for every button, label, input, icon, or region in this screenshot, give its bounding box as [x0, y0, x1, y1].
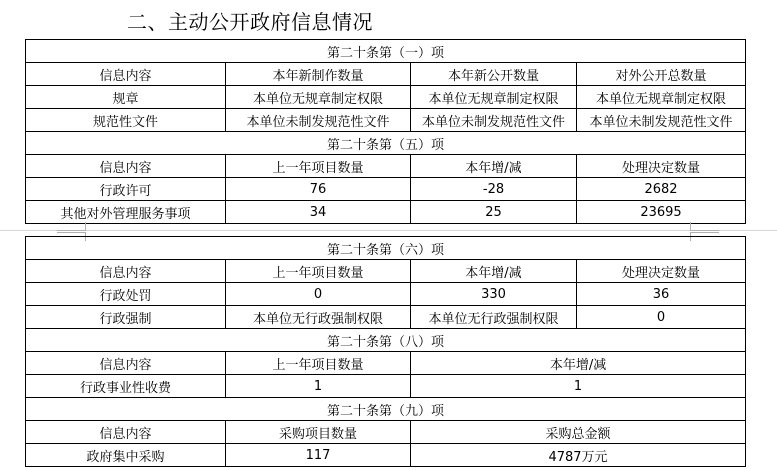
section-title: 第二十条第（九）项 [26, 398, 746, 421]
table-info-disclosure-part1 [25, 39, 746, 224]
column-header: 本年增/减 [411, 352, 746, 375]
column-header: 上一年项目数量 [226, 352, 411, 375]
column-header: 信息内容 [26, 260, 226, 283]
table-row [26, 201, 746, 224]
row-label: 行政许可 [26, 178, 226, 201]
table-cell: 1 [411, 375, 746, 398]
table-cell: 本单位未制发规范性文件 [226, 109, 411, 132]
table-row [26, 444, 746, 467]
table-cell: 330 [411, 283, 577, 306]
table-cell: 2682 [577, 178, 746, 201]
table-cell: 本单位无规章制定权限 [577, 86, 746, 109]
section-row [26, 398, 746, 421]
table-cell: 本单位无规章制定权限 [226, 86, 411, 109]
section-title: 第二十条第（六）项 [26, 237, 746, 260]
table-row [26, 86, 746, 109]
row-label: 规范性文件 [26, 109, 226, 132]
section-row [26, 237, 746, 260]
column-header: 信息内容 [26, 421, 226, 444]
table-row [26, 306, 746, 329]
table-cell: 0 [577, 306, 746, 329]
table-cell: 25 [411, 201, 577, 224]
header-row [26, 155, 746, 178]
section-row [26, 329, 746, 352]
section-row [26, 40, 746, 63]
page-corner-mark [57, 222, 86, 231]
page-break-divider [0, 230, 777, 231]
column-header: 信息内容 [26, 63, 226, 86]
table-cell: 本单位未制发规范性文件 [577, 109, 746, 132]
column-header: 本年增/减 [411, 155, 577, 178]
column-header: 上一年项目数量 [226, 155, 411, 178]
column-header: 对外公开总数量 [577, 63, 746, 86]
table-cell: 1 [226, 375, 411, 398]
table-row [26, 375, 746, 398]
row-label: 政府集中采购 [26, 444, 226, 467]
table-cell: 0 [226, 283, 411, 306]
column-header: 本年新公开数量 [411, 63, 577, 86]
header-row [26, 63, 746, 86]
column-header: 采购总金额 [411, 421, 746, 444]
column-header: 采购项目数量 [226, 421, 411, 444]
column-header: 本年新制作数量 [226, 63, 411, 86]
column-header: 处理决定数量 [577, 155, 746, 178]
table-info-disclosure-part2 [25, 236, 746, 467]
column-header: 处理决定数量 [577, 260, 746, 283]
table-cell: 本单位无行政强制权限 [226, 306, 411, 329]
table-cell: -28 [411, 178, 577, 201]
row-label: 规章 [26, 86, 226, 109]
column-header: 本年增/减 [411, 260, 577, 283]
table-cell: 117 [226, 444, 411, 467]
section-row [26, 132, 746, 155]
table-cell: 4787万元 [411, 444, 746, 467]
section-title: 第二十条第（一）项 [26, 40, 746, 63]
header-row [26, 260, 746, 283]
table-cell: 23695 [577, 201, 746, 224]
row-label: 行政强制 [26, 306, 226, 329]
section-title: 第二十条第（五）项 [26, 132, 746, 155]
table-cell: 76 [226, 178, 411, 201]
row-label: 其他对外管理服务事项 [26, 201, 226, 224]
table-row [26, 283, 746, 306]
section-heading: 二、主动公开政府信息情况 [127, 10, 373, 34]
table-row [26, 109, 746, 132]
section-title: 第二十条第（八）项 [26, 329, 746, 352]
table-cell: 36 [577, 283, 746, 306]
table-cell: 本单位未制发规范性文件 [411, 109, 577, 132]
column-header: 信息内容 [26, 352, 226, 375]
column-header: 上一年项目数量 [226, 260, 411, 283]
column-header: 信息内容 [26, 155, 226, 178]
table-cell: 34 [226, 201, 411, 224]
table-cell: 本单位无行政强制权限 [411, 306, 577, 329]
row-label: 行政处罚 [26, 283, 226, 306]
header-row [26, 352, 746, 375]
header-row [26, 421, 746, 444]
row-label: 行政事业性收费 [26, 375, 226, 398]
table-cell: 本单位无规章制定权限 [411, 86, 577, 109]
table-row [26, 178, 746, 201]
page-corner-mark [690, 222, 719, 231]
